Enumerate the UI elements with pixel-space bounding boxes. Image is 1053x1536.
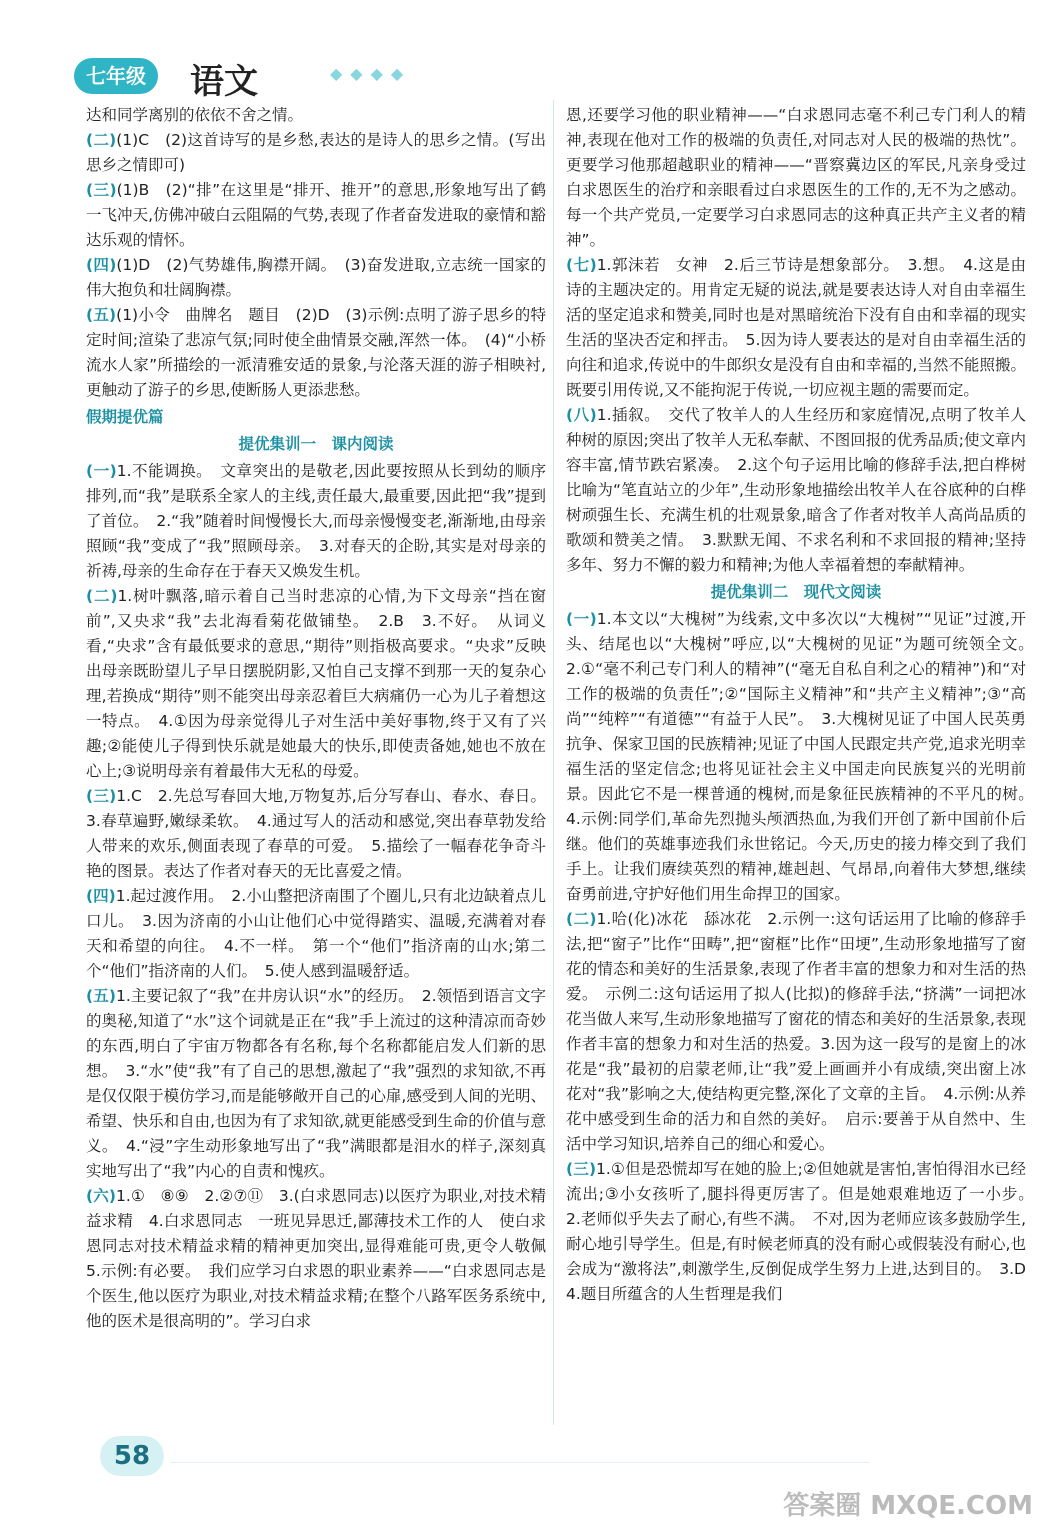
answer-text: 1.树叶飘落,暗示着自己当时悲凉的心情,为下文母亲“挡在窗前”,又央求“我”去北海看菊花做铺垫。 2.B 3.不好。 从词义看,“央求”含有最低要求的意思,“期待”则指极高要求。“央求”反映出母亲既盼望儿子早日摆脱阴影,又怕自己支撑不到那一天的复杂心理,若换成“期待”则不能突出母亲忍着巨大病痛仍一心为儿子着想这一特点。 4.①因为母亲觉得儿子对生活中美好事物,终于又有了兴趣;②能使儿子得到快乐就是她最大的快乐,即使责备她,她也不放在心上;③说明母亲有着最伟大无私的母爱。: [86, 587, 546, 780]
answer-paragraph: [566, 907, 1026, 1157]
answer-label: (三): [86, 181, 117, 199]
answer-label: (二): [566, 910, 597, 928]
page-number: 58: [100, 1436, 164, 1476]
answer-text: 1.① ⑧⑨ 2.②⑦⑪ 3.(白求恩同志)以医疗为职业,对技术精益求精 4.白求恩同志 一班见异思迁,鄙薄技术工作的人 使白求恩同志对技术精益求精的精神更加突出,显得难能可贵,更令人敬佩 5.示例:有必要。 我们应学习白求恩的职业素养——“白求恩同志是个医生,他以医疗为职业,对技术精益求精;在整个八路军医务系统中,他的医术是很高明的”。学习白求: [86, 1187, 562, 1330]
answer-label: (三): [86, 787, 117, 805]
answer-paragraph: [86, 1184, 562, 1334]
watermark: 答案圈 MXQE.COM: [783, 1491, 1033, 1521]
section-heading-holiday: 假期提优篇: [86, 408, 164, 426]
answer-label: (三): [566, 1160, 597, 1178]
answer-paragraph: [86, 303, 546, 403]
answer-label: (五): [86, 987, 116, 1005]
training-two-title: 提优集训二 现代文阅读: [710, 583, 882, 601]
column-divider: [553, 100, 554, 1425]
answer-label: (七): [566, 256, 597, 274]
answer-list-training-one: [86, 459, 562, 1334]
answer-paragraph: [86, 253, 546, 303]
answer-text: 达和同学离别的依依不舍之情。: [86, 106, 304, 124]
answer-text: 恩,还要学习他的职业精神——“白求恩同志毫不利己专门利人的精神,表现在他对工作的极端的负责任,对同志对人民的极端的热忱”。更要学习他那超越职业的精神——“晋察冀边区的军民,凡亲身受过白求恩医生的治疗和亲眼看过白求恩医生的工作的,无不为之感动。每一个共产党员,一定要学习白求恩同志的这种真正共产主义者的精神”。: [566, 106, 1026, 249]
page-header: [0, 0, 1053, 100]
answer-text: 1.本文以“大槐树”为线索,文中多次以“大槐树”“见证”过渡,开头、结尾也以“大槐树”呼应,以“大槐树的见证”为题可统领全文。 2.①“毫不利己专门利人的精神”(“毫无自私自利之心的精神”)和“对工作的极端的负责任”;②“国际主义精神”和“共产主义精神”;③“高尚”“纯粹”“有道德”“有益于人民”。 3.大槐树见证了中国人民英勇抗争、保家卫国的民族精神;见证了中国人民跟定共产党,追求光明幸福生活的坚定信念;也将见证社会主义中国走向民族复兴的光明前景。因此它不是一棵普通的槐树,而是象征民族精神的不平凡的树。 4.示例:同学们,革命先烈抛头颅洒热血,为我们开创了新中国前仆后继。他们的英雄事迹我们永世铭记。今天,历史的接力棒交到了我们手上。让我们赓续英烈的精神,雄赳赳、气昂昂,向着伟大梦想,继续奋勇前进,守护好他们用生命捍卫的国家。: [566, 610, 1042, 903]
left-column: [86, 103, 562, 1334]
answer-text: 1.主要记叙了“我”在井房认识“水”的经历。 2.领悟到语言文字的奥秘,知道了“水”这个词就是正在“我”手上流过的这种清凉而奇妙的东西,明白了宇宙万物都各有名称,每个名称都能启发人们新的思想。 3.“水”使“我”有了自己的思想,激起了“我”强烈的求知欲,不再是仅仅限于模仿学习,而是能够敞开自己的心扉,感受到人间的光明、希望、快乐和自由,也因为有了求知欲,就更能感受到生命的价值与意义。 4.“浸”字生动形象地写出了“我”满眼都是泪水的样子,深刻真实地写出了“我”内心的自责和愧疚。: [86, 987, 546, 1180]
answer-label: (六): [86, 1187, 116, 1205]
answer-text: (1)小令 曲牌名 题目 (2)D (3)示例:点明了游子思乡的特定时间;渲染了悲凉气氛;同时使全曲情景交融,浑然一体。 (4)“小桥流水人家”所描绘的一派清雅安适的景象,与沦落天涯的游子相映衬,更触动了游子的乡思,使断肠人更添悲愁。: [86, 306, 546, 399]
answer-paragraph: [86, 984, 546, 1184]
answer-text: 1.哈(化)冰花 舔冰花 2.示例一:这句话运用了比喻的修辞手法,把“窗子”比作“田畴”,把“窗框”比作“田埂”,生动形象地描写了窗花的情态和美好的生活景象,表现了作者丰富的想象力和对生活的热爱。 示例二:这句话运用了拟人(比拟)的修辞手法,“挤满”一词把冰花当做人来写,生动形象地描写了窗花的情态和美好的生活景象,表现作者丰富的想象力和对生活的热爱。3.因为这一段写的是窗上的冰花是“我”最初的启蒙老师,让“我”爱上画画并小有成绩,突出窗上冰花对“我”影响之大,使结构更完整,深化了文章的主旨。 4.示例:从养花中感受到生命的活力和自然的美好。 启示:要善于从自然中、生活中学习知识,培养自己的细心和爱心。: [566, 910, 1026, 1153]
answer-paragraph: [566, 403, 1026, 578]
answer-label: (一): [86, 462, 117, 480]
answer-paragraph: [566, 1157, 1042, 1307]
training-one-title: 提优集训一 课内阅读: [238, 435, 394, 453]
answer-paragraph: [566, 103, 1026, 253]
answer-paragraph: [86, 178, 546, 253]
answer-paragraph: [566, 253, 1026, 403]
answer-label: (一): [566, 610, 597, 628]
right-column: [566, 103, 1042, 1307]
answer-label: (二): [86, 131, 117, 149]
answer-text: (1)C (2)这首诗写的是乡愁,表达的是诗人的思乡之情。(写出思乡之情即可): [86, 131, 546, 174]
answer-text: 1.不能调换。 文章突出的是敬老,因此要按照从长到幼的顺序排列,而“我”是联系全家人的主线,责任最大,最重要,因此把“我”提到了首位。 2.“我”随着时间慢慢长大,而母亲慢慢变老,渐渐地,由母亲照顾“我”变成了“我”照顾母亲。 3.对春天的企盼,其实是对母亲的祈祷,母亲的生命存在于春天又焕发生机。: [86, 462, 547, 580]
answer-text: 1.C 2.先总写春回大地,万物复苏,后分写春山、春水、春日。3.春草遍野,嫩绿柔软。 4.通过写人的活动和感觉,突出春草勃发给人带来的欢乐,侧面表现了春草的可爱。 5.描绘了一幅春花争奇斗艳的图景。表达了作者对春天的无比喜爱之情。: [86, 787, 546, 880]
answer-text: 1.插叙。 交代了牧羊人的人生经历和家庭情况,点明了牧羊人种树的原因;突出了牧羊人无私奉献、不图回报的优秀品质;使文章内容丰富,情节跌宕紧凑。 2.这个句子运用比喻的修辞手法,把白桦树比喻为“笔直站立的少年”,生动形象地描绘出牧羊人在谷底种的白桦树顽强生长、充满生机的壮观景象,暗含了作者对牧羊人高尚品质的歌颂和赞美之情。 3.默默无闻、不求名利和不求回报的精神;坚持多年、努力不懈的毅力和精神;为他人幸福着想的奉献精神。: [566, 406, 1027, 574]
answer-paragraph: [86, 103, 546, 128]
subject-title: 语文: [190, 62, 258, 102]
answer-text: 1.①但是恐慌却写在她的脸上;②但她就是害怕,害怕得泪水已经流出;③小女孩听了,腿抖得更厉害了。但是她艰难地迈了一小步。 2.老师似乎失去了耐心,有些不满。 不对,因为老师应该多鼓励学生,耐心地引导学生。但是,有时候老师真的没有耐心或假装没有耐心,也会成为“激将法”,刺激学生,反倒促成学生努力上进,达到目的。 3.D 4.题目所蕴含的人生哲理是我们: [566, 1160, 1042, 1303]
answer-paragraph: [86, 128, 546, 178]
answer-list-poetry: [86, 103, 546, 403]
answer-label: (五): [86, 306, 117, 324]
answer-paragraph: [86, 784, 546, 884]
answer-text: 1.起过渡作用。 2.小山整把济南围了个圈儿,只有北边缺着点儿口儿。 3.因为济南的小山让他们心中觉得踏实、温暖,充满着对春天和希望的向往。 4.不一样。 第一个“他们”指济南的山水;第二个“他们”指济南的人们。 5.使人感到温暖舒适。: [86, 887, 546, 980]
answer-paragraph: [566, 607, 1042, 907]
answer-text: (1)D (2)气势雄伟,胸襟开阔。 (3)奋发进取,立志统一国家的伟大抱负和壮阔胸襟。: [86, 256, 546, 299]
answer-label: (二): [86, 587, 118, 605]
answer-text: 1.郭沫若 女神 2.后三节诗是想象部分。 3.想。 4.这是由诗的主题决定的。用肯定无疑的说法,就是要表达诗人对自由幸福生活的坚定追求和赞美,同时也是对黑暗统治下没有自由和幸福的现实生活的坚决否定和抨击。 5.因为诗人要表达的是对自由幸福生活的向往和追求,传说中的牛郎织女是没有自由和幸福的,当然不能照搬。既要引用传说,又不能拘泥于传说,一切应视主题的需要而定。: [566, 256, 1027, 399]
answer-label: (四): [86, 256, 117, 274]
answer-paragraph: [86, 884, 546, 984]
footer-rule: [170, 1462, 870, 1463]
answer-label: (八): [566, 406, 597, 424]
answer-list-training-one-cont: [566, 103, 1026, 578]
answer-list-training-two: [566, 607, 1042, 1307]
answer-text: (1)B (2)“排”在这里是“排开、推开”的意思,形象地写出了鹤一飞冲天,仿佛冲破白云阻隔的气势,表现了作者奋发进取的豪情和豁达乐观的情怀。: [86, 181, 546, 249]
header-decoration: ◆◆◆◆: [330, 64, 412, 83]
answer-paragraph: [86, 584, 546, 784]
grade-badge: 七年级: [74, 58, 158, 94]
answer-paragraph: [86, 459, 546, 584]
answer-label: (四): [86, 887, 116, 905]
